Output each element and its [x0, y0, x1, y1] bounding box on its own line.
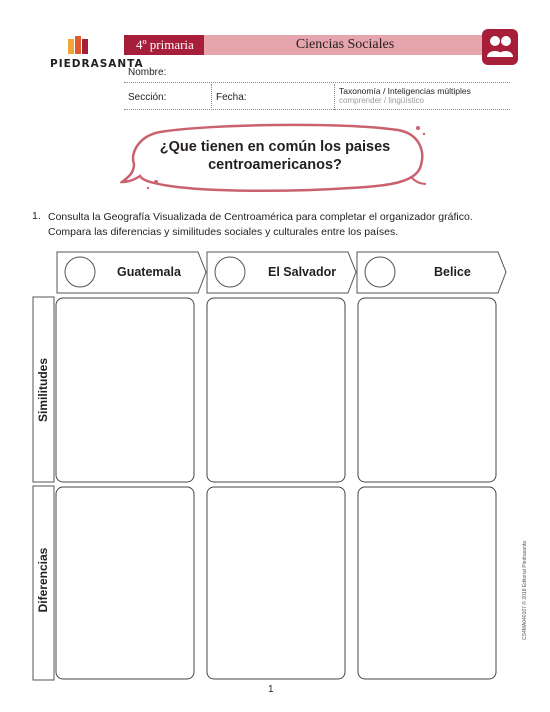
checkbox-circle-icon	[215, 257, 245, 287]
instruction-number: 1.	[32, 210, 41, 222]
cell-diferencias-el-salvador	[207, 487, 345, 679]
instruction-text: Consulta la Geografía Visualizada de Centroamérica para completar el organizador gráfico. Compara las diferencias y similitudes sociales y culturales entre los países.	[48, 211, 473, 238]
checkbox-circle-icon	[365, 257, 395, 287]
cell-similitudes-guatemala	[56, 298, 194, 482]
row-label-similitudes: Similitudes	[36, 358, 50, 423]
taxonomy-sublabel: comprender / lingüístico	[339, 96, 424, 105]
copyright-note: CS4MA040167 © 2018 Editorial Piedrasanta	[522, 540, 528, 640]
title-line-2: centroamericanos?	[208, 157, 342, 173]
cell-diferencias-belice	[358, 487, 496, 679]
cell-similitudes-el-salvador	[207, 298, 345, 482]
country-header-belice	[357, 252, 506, 293]
date-label: Fecha:	[216, 92, 247, 103]
country-label-el-salvador: El Salvador	[268, 265, 337, 279]
name-label: Nombre:	[128, 67, 167, 78]
cell-diferencias-guatemala	[56, 487, 194, 679]
country-label-guatemala: Guatemala	[117, 265, 181, 279]
country-label-belice: Belice	[434, 265, 471, 279]
cell-similitudes-belice	[358, 298, 496, 482]
checkbox-circle-icon	[65, 257, 95, 287]
title-line-1: ¿Que tienen en común los paises	[159, 139, 391, 155]
row-label-diferencias: Diferencias	[36, 547, 50, 613]
logo-text: PIEDRASANTA	[50, 58, 144, 70]
grade-label: 4º primaria	[136, 37, 194, 52]
section-label: Sección:	[128, 92, 167, 103]
page-number: 1	[268, 684, 274, 695]
subject-title: Ciencias Sociales	[295, 37, 395, 52]
taxonomy-label: Taxonomía / Inteligencias múltiples	[339, 86, 471, 96]
